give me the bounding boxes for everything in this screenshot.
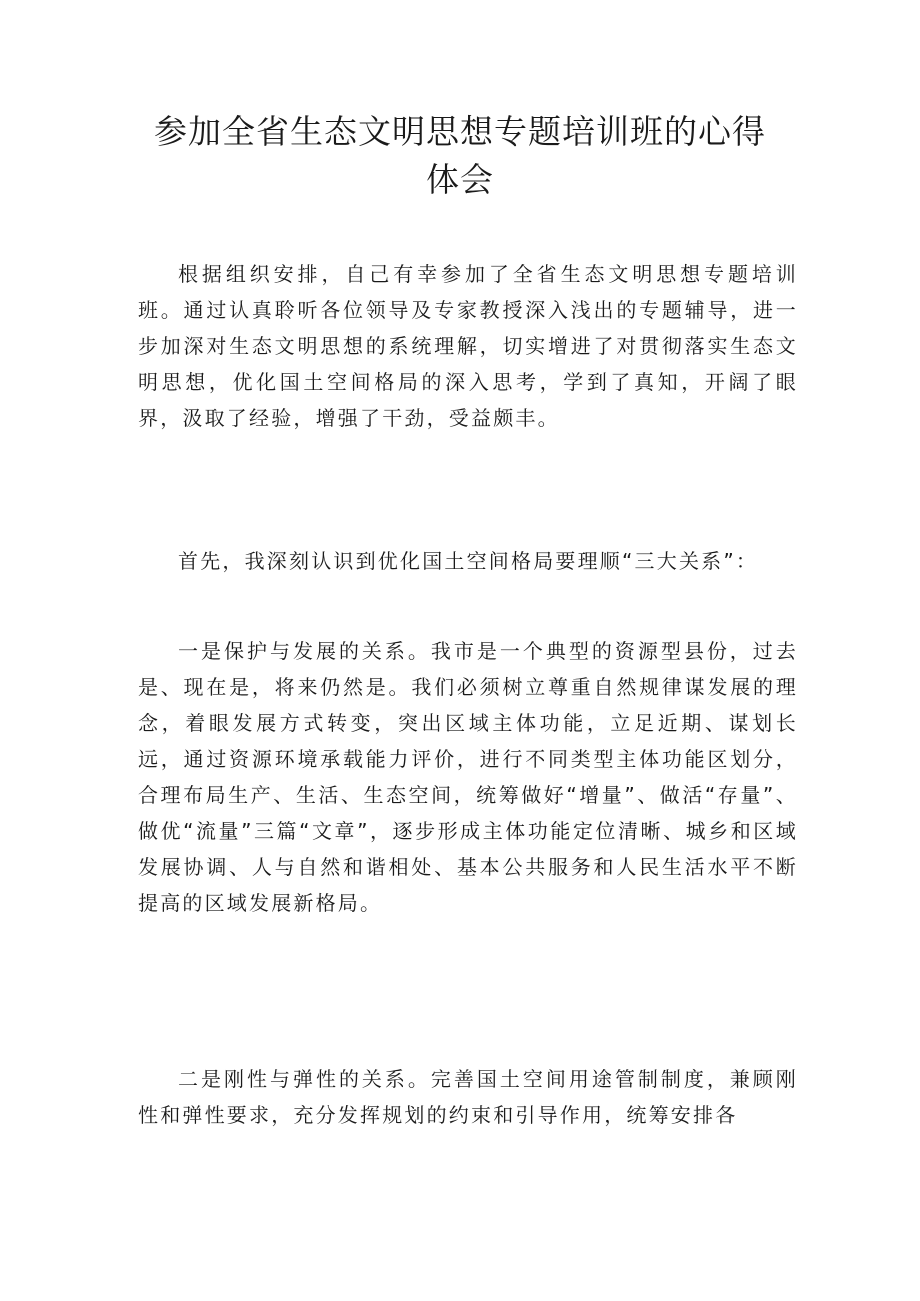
paragraph-text: 一是保护与发展的关系。我市是一个典型的资源型县份，过去是、现在是，将来仍然是。我们必须树立尊重自然规律谋发展的理念，着眼发展方式转变，突出区域主体功能，立足近期、谋划长远，通过资源环境承载能力评价，进行不同类型主体功能区划分，合理布局生产、生活、生态空间，统筹做好“增量”、做活“存量”、做优“流量”三篇“文章”，逐步形成主体功能定位清晰、城乡和区域发展协调、人与自然和谐相处、基本公共服务和人民生活水平不断提高的区域发展新格局。 xyxy=(138,639,798,915)
paragraph-protection-development xyxy=(138,633,798,921)
paragraph-intro xyxy=(138,256,798,436)
paragraph-text: 根据组织安排，自己有幸参加了全省生态文明思想专题培训班。通过认真聆听各位领导及专家教授深入浅出的专题辅导，进一步加深对生态文明思想的系统理解，切实增进了对贯彻落实生态文明思想，优化国土空间格局的深入思考，学到了真知，开阔了眼界，汲取了经验，增强了干劲，受益颇丰。 xyxy=(138,262,798,430)
title-line-2: 体会 xyxy=(426,160,494,199)
title-line-1: 参加全省生态文明思想专题培训班的心得 xyxy=(154,112,766,151)
document-title xyxy=(130,108,790,204)
paragraph-text: 首先，我深刻认识到优化国土空间格局要理顺“三大关系”： xyxy=(178,549,759,573)
paragraph-rigidity-flexibility xyxy=(138,1061,798,1133)
paragraph-three-relations xyxy=(138,543,798,579)
paragraph-text: 二是刚性与弹性的关系。完善国土空间用途管制制度，兼顾刚性和弹性要求，充分发挥规划的约束和引导作用，统筹安排各 xyxy=(138,1067,798,1127)
